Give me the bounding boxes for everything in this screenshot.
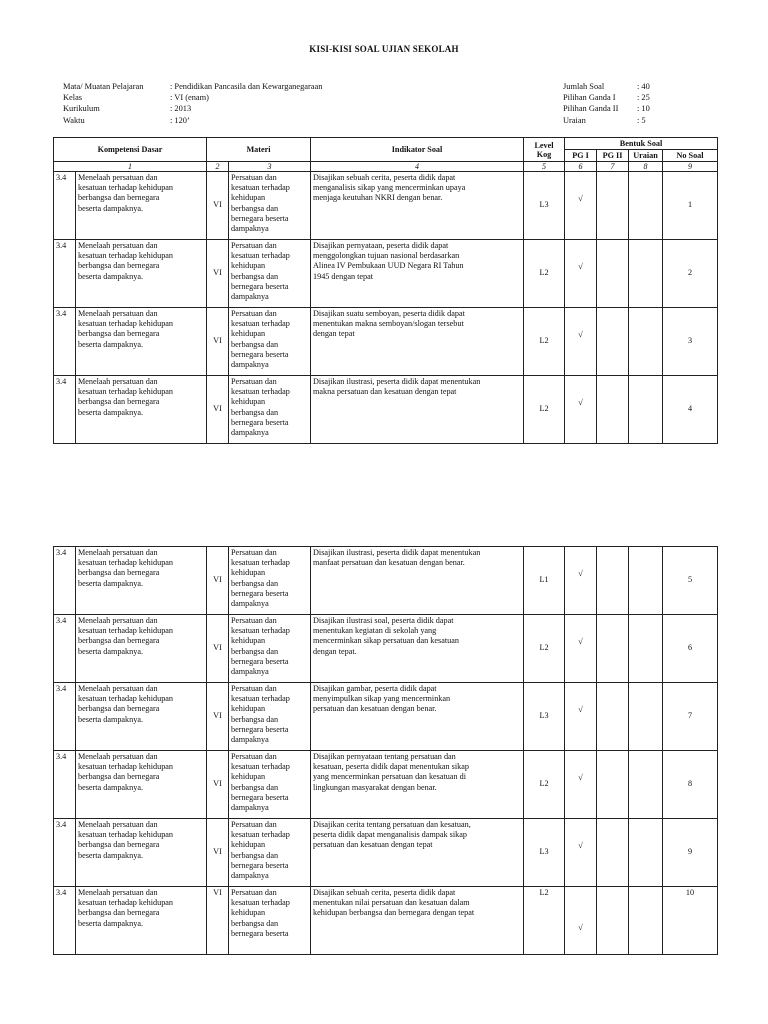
pg1-check-cell xyxy=(565,547,597,615)
cell-text-line: makna persatuan dan kesatuan dengan tepat xyxy=(313,387,457,397)
meta-label: Waktu xyxy=(63,115,85,125)
meta-row xyxy=(563,115,650,126)
level-cell: L2 xyxy=(524,240,565,308)
kelas-cell: VI xyxy=(207,172,229,240)
check-mark: √ xyxy=(578,773,583,783)
table-row xyxy=(54,615,718,683)
materi-cell xyxy=(229,240,311,308)
cell-text-line: Persatuan dan xyxy=(231,752,277,761)
kd-code: 3.4 xyxy=(54,615,76,683)
cell-text-line: berbangsa dan xyxy=(231,578,279,588)
check-mark: √ xyxy=(578,262,583,272)
no-soal-cell: 6 xyxy=(663,615,718,683)
meta-row xyxy=(563,103,650,114)
cell-text-line: kesatuan terhadap kehidupan xyxy=(78,898,174,908)
cell-text-line: beserta dampaknya. xyxy=(78,782,144,792)
meta-label: Pilihan Ganda I xyxy=(563,93,616,103)
cell-text-line: berbangsa dan xyxy=(231,646,279,656)
cell-text-line: dengan tepat xyxy=(313,329,355,339)
kd-code: 3.4 xyxy=(54,172,76,240)
pg1-check-cell xyxy=(565,615,597,683)
meta-value: : 120’ xyxy=(170,115,190,125)
pg2-cell xyxy=(597,887,629,955)
materi-cell xyxy=(229,751,311,819)
cell-text-line: Menelaah persatuan dan xyxy=(78,241,158,250)
meta-row xyxy=(63,103,322,114)
meta-row xyxy=(63,92,322,103)
cell-text-line: beserta dampaknya. xyxy=(78,339,144,349)
kelas-cell: VI xyxy=(207,240,229,308)
cell-text-line: beserta dampaknya. xyxy=(78,203,144,213)
check-mark: √ xyxy=(578,923,583,933)
cell-text-line: kesatuan terhadap xyxy=(231,387,290,397)
pg1-check-cell xyxy=(565,751,597,819)
kelas-cell: VI xyxy=(207,547,229,615)
kd-text xyxy=(76,376,207,444)
cell-text-line: Persatuan dan xyxy=(231,241,277,250)
cell-text-line: kehidupan xyxy=(231,908,266,918)
cell-text-line: berbangsa dan bernegara xyxy=(78,568,160,578)
header-uraian: Uraian xyxy=(629,150,663,162)
cell-text-line: berbangsa dan xyxy=(231,782,279,792)
cell-text-line: kehidupan xyxy=(231,329,266,339)
cell-text-line: dampaknya xyxy=(231,360,269,370)
pg2-cell xyxy=(597,376,629,444)
kelas-cell: VI xyxy=(207,683,229,751)
meta-value: : 40 xyxy=(637,82,650,91)
cell-text-line: kesatuan terhadap xyxy=(231,183,290,193)
no-soal-cell: 1 xyxy=(663,172,718,240)
check-mark: √ xyxy=(578,330,583,340)
cell-text-line: Persatuan dan xyxy=(231,548,277,557)
cell-text-line: Persatuan dan xyxy=(231,377,277,386)
meta-label: Jumlah Soal xyxy=(563,82,605,91)
cell-text-line: dampaknya xyxy=(231,803,269,813)
meta-value: : 10 xyxy=(637,104,650,114)
table-row xyxy=(54,887,718,955)
indikator-cell xyxy=(311,308,524,376)
level-cell: L2 xyxy=(524,308,565,376)
cell-text-line: bernegara beserta xyxy=(231,349,289,359)
uraian-cell xyxy=(629,547,663,615)
cell-text-line: berbangsa dan bernegara xyxy=(78,193,160,203)
kd-text xyxy=(76,547,207,615)
kd-code: 3.4 xyxy=(54,376,76,444)
kisi-kisi-table-top xyxy=(53,137,718,444)
pg2-cell xyxy=(597,547,629,615)
kd-text xyxy=(76,240,207,308)
cell-text-line: Persatuan dan xyxy=(231,616,277,625)
meta-row xyxy=(563,92,650,103)
uraian-cell xyxy=(629,615,663,683)
no-soal-cell: 8 xyxy=(663,751,718,819)
cell-text-line: kesatuan terhadap xyxy=(231,319,290,329)
cell-text-line: Disajikan ilustrasi soal, peserta didik dapat xyxy=(313,616,454,625)
cell-text-line: kesatuan, peserta didik dapat menentukan sikap xyxy=(313,762,469,772)
level-cell: L2 xyxy=(524,615,565,683)
pg1-check-cell xyxy=(565,240,597,308)
indikator-cell xyxy=(311,240,524,308)
level-cell: L2 xyxy=(524,887,565,955)
cell-text-line: Disajikan ilustrasi, peserta didik dapat menentukan xyxy=(313,548,481,557)
cell-text-line: berbangsa dan xyxy=(231,918,279,928)
kelas-cell: VI xyxy=(207,615,229,683)
materi-cell xyxy=(229,308,311,376)
check-mark: √ xyxy=(578,194,583,204)
indikator-cell xyxy=(311,887,524,955)
cell-text-line: dengan tepat. xyxy=(313,646,357,656)
cell-text-line: Menelaah persatuan dan xyxy=(78,377,158,386)
materi-cell xyxy=(229,547,311,615)
indikator-cell xyxy=(311,683,524,751)
cell-text-line: kesatuan terhadap kehidupan xyxy=(78,626,174,636)
cell-text-line: Persatuan dan xyxy=(231,684,277,693)
check-mark: √ xyxy=(578,569,583,579)
cell-text-line: Disajikan pernyataan, peserta didik dapat xyxy=(313,241,449,250)
check-mark: √ xyxy=(578,705,583,715)
kd-code: 3.4 xyxy=(54,887,76,955)
cell-text-line: kesatuan terhadap kehidupan xyxy=(78,558,174,568)
kd-text xyxy=(76,887,207,955)
column-number-row: 1 2 3 4 5 6 7 8 9 xyxy=(54,162,718,172)
pg1-check-cell xyxy=(565,308,597,376)
meta-label: Pilihan Ganda II xyxy=(563,104,619,114)
cell-text-line: kesatuan terhadap xyxy=(231,762,290,772)
cell-text-line: berbangsa dan bernegara xyxy=(78,772,160,782)
cell-text-line: kehidupan xyxy=(231,261,266,271)
kd-text xyxy=(76,615,207,683)
indikator-cell xyxy=(311,547,524,615)
meta-value: : 5 xyxy=(637,115,646,125)
materi-cell xyxy=(229,615,311,683)
cell-text-line: menyimpulkan sikap yang mencerminkan xyxy=(313,694,451,704)
cell-text-line: kesatuan terhadap kehidupan xyxy=(78,387,174,397)
cell-text-line: berbangsa dan xyxy=(231,850,279,860)
kd-code: 3.4 xyxy=(54,683,76,751)
cell-text-line: Disajikan sebuah cerita, peserta didik dapat xyxy=(313,888,456,897)
cell-text-line: dampaknya xyxy=(231,224,269,234)
kd-text xyxy=(76,308,207,376)
no-soal-cell: 2 xyxy=(663,240,718,308)
check-mark: √ xyxy=(578,637,583,647)
cell-text-line: bernegara beserta xyxy=(231,792,289,802)
cell-text-line: dampaknya xyxy=(231,871,269,881)
cell-text-line: Menelaah persatuan dan xyxy=(78,309,158,318)
cell-text-line: beserta dampaknya. xyxy=(78,646,144,656)
cell-text-line: dampaknya xyxy=(231,667,269,677)
cell-text-line: Persatuan dan xyxy=(231,888,277,897)
level-cell: L3 xyxy=(524,683,565,751)
cell-text-line: kesatuan terhadap kehidupan xyxy=(78,694,174,704)
cell-text-line: bernegara beserta xyxy=(231,656,289,666)
cell-text-line: kesatuan terhadap xyxy=(231,898,290,908)
cell-text-line: Disajikan gambar, peserta didik dapat xyxy=(313,684,437,693)
cell-text-line: kesatuan terhadap kehidupan xyxy=(78,183,174,193)
level-cell: L3 xyxy=(524,819,565,887)
meta-row xyxy=(563,81,650,92)
cell-text-line: kesatuan terhadap kehidupan xyxy=(78,762,174,772)
cell-text-line: menggolongkan tujuan nasional berdasarkan xyxy=(313,251,460,261)
cell-text-line: beserta dampaknya. xyxy=(78,850,144,860)
uraian-cell xyxy=(629,819,663,887)
header-level-kog: Level Kog xyxy=(524,138,565,162)
cell-text-line: yang mencerminkan persatuan dan kesatuan di xyxy=(313,772,467,782)
header-materi: Materi xyxy=(207,138,311,162)
cell-text-line: menentukan kegiatan di sekolah yang xyxy=(313,626,437,636)
kd-text xyxy=(76,819,207,887)
cell-text-line: kesatuan terhadap xyxy=(231,558,290,568)
cell-text-line: Menelaah persatuan dan xyxy=(78,684,158,693)
cell-text-line: beserta dampaknya. xyxy=(78,714,144,724)
cell-text-line: berbangsa dan bernegara xyxy=(78,397,160,407)
pg2-cell xyxy=(597,751,629,819)
uraian-cell xyxy=(629,376,663,444)
meta-value: : Pendidikan Pancasila dan Kewarganegaraan xyxy=(170,82,323,91)
cell-text-line: Disajikan sebuah cerita, peserta didik dapat xyxy=(313,173,456,182)
pg2-cell xyxy=(597,615,629,683)
cell-text-line: dampaknya xyxy=(231,735,269,745)
cell-text-line: dampaknya xyxy=(231,599,269,609)
pg1-check-cell xyxy=(565,683,597,751)
cell-text-line: kehidupan xyxy=(231,397,266,407)
table-row xyxy=(54,683,718,751)
cell-text-line: lingkungan masyarakat dengan benar. xyxy=(313,782,437,792)
cell-text-line: Disajikan pernyataan tentang persatuan dan xyxy=(313,752,456,761)
uraian-cell xyxy=(629,308,663,376)
kelas-cell: VI xyxy=(207,376,229,444)
kelas-cell: VI xyxy=(207,751,229,819)
cell-text-line: beserta dampaknya. xyxy=(78,918,144,928)
cell-text-line: berbangsa dan bernegara xyxy=(78,908,160,918)
cell-text-line: bernegara beserta xyxy=(231,860,289,870)
header-kompetensi-dasar: Kompetensi Dasar xyxy=(54,138,207,162)
cell-text-line: menentukan nilai persatuan dan kesatuan dalam xyxy=(313,898,470,908)
cell-text-line: Menelaah persatuan dan xyxy=(78,752,158,761)
table-row xyxy=(54,376,718,444)
cell-text-line: Menelaah persatuan dan xyxy=(78,820,158,829)
uraian-cell xyxy=(629,683,663,751)
cell-text-line: Persatuan dan xyxy=(231,173,277,182)
kd-code: 3.4 xyxy=(54,240,76,308)
no-soal-cell: 5 xyxy=(663,547,718,615)
kelas-cell: VI xyxy=(207,819,229,887)
pg2-cell xyxy=(597,240,629,308)
cell-text-line: mencerminkan sikap persatuan dan kesatuan xyxy=(313,636,459,646)
cell-text-line: Alinea IV Pembukaan UUD Negara RI Tahun xyxy=(313,261,464,271)
meta-value: : 2013 xyxy=(170,104,192,114)
pg1-check-cell xyxy=(565,172,597,240)
cell-text-line: berbangsa dan xyxy=(231,203,279,213)
header-no-soal: No Soal xyxy=(663,150,718,162)
cell-text-line: bernegara beserta xyxy=(231,213,289,223)
pg2-cell xyxy=(597,683,629,751)
cell-text-line: Menelaah persatuan dan xyxy=(78,548,158,557)
meta-value: : VI (enam) xyxy=(170,93,209,103)
indikator-cell xyxy=(311,172,524,240)
cell-text-line: kesatuan terhadap kehidupan xyxy=(78,319,174,329)
meta-label: Mata/ Muatan Pelajaran xyxy=(63,82,144,91)
materi-cell xyxy=(229,683,311,751)
table-row xyxy=(54,751,718,819)
check-mark: √ xyxy=(578,841,583,851)
indikator-cell xyxy=(311,376,524,444)
cell-text-line: berbangsa dan bernegara xyxy=(78,636,160,646)
pg1-check-cell xyxy=(565,376,597,444)
level-cell: L2 xyxy=(524,751,565,819)
no-soal-cell: 3 xyxy=(663,308,718,376)
cell-text-line: berbangsa dan xyxy=(231,339,279,349)
pg2-cell xyxy=(597,172,629,240)
no-soal-cell: 4 xyxy=(663,376,718,444)
pg1-check-cell xyxy=(565,887,597,955)
cell-text-line: Menelaah persatuan dan xyxy=(78,888,158,897)
indikator-cell xyxy=(311,751,524,819)
table-row xyxy=(54,172,718,240)
cell-text-line: dampaknya xyxy=(231,428,269,438)
cell-text-line: bernegara beserta xyxy=(231,417,289,427)
level-cell: L2 xyxy=(524,376,565,444)
cell-text-line: kesatuan terhadap kehidupan xyxy=(78,830,174,840)
cell-text-line: kesatuan terhadap xyxy=(231,830,290,840)
cell-text-line: kesatuan terhadap xyxy=(231,626,290,636)
cell-text-line: berbangsa dan bernegara xyxy=(78,261,160,271)
subject-info xyxy=(63,81,322,126)
cell-text-line: bernegara beserta xyxy=(231,281,289,291)
cell-text-line: kehidupan berbangsa dan bernegara dengan tepat xyxy=(313,908,475,918)
cell-text-line: kehidupan xyxy=(231,568,266,578)
cell-text-line: Disajikan suatu semboyan, peserta didik dapat xyxy=(313,309,465,318)
cell-text-line: Disajikan cerita tentang persatuan dan kesatuan, xyxy=(313,820,471,829)
table-row xyxy=(54,547,718,615)
uraian-cell xyxy=(629,751,663,819)
level-cell: L3 xyxy=(524,172,565,240)
level-cell: L1 xyxy=(524,547,565,615)
cell-text-line: beserta dampaknya. xyxy=(78,578,144,588)
meta-label: Kelas xyxy=(63,93,83,103)
indikator-cell xyxy=(311,615,524,683)
cell-text-line: beserta dampaknya. xyxy=(78,407,144,417)
cell-text-line: menjaga keutuhan NKRI dengan benar. xyxy=(313,193,443,203)
cell-text-line: beserta dampaknya. xyxy=(78,271,144,281)
cell-text-line: manfaat persatuan dan kesatuan dengan benar. xyxy=(313,558,465,568)
kd-code: 3.4 xyxy=(54,308,76,376)
cell-text-line: Persatuan dan xyxy=(231,820,277,829)
no-soal-cell: 7 xyxy=(663,683,718,751)
kd-code: 3.4 xyxy=(54,819,76,887)
cell-text-line: kehidupan xyxy=(231,193,266,203)
uraian-cell xyxy=(629,887,663,955)
cell-text-line: persatuan dan kesatuan dengan benar. xyxy=(313,704,437,714)
cell-text-line: berbangsa dan xyxy=(231,271,279,281)
kelas-cell: VI xyxy=(207,308,229,376)
meta-row xyxy=(63,115,322,126)
cell-text-line: kesatuan terhadap kehidupan xyxy=(78,251,174,261)
table-row xyxy=(54,308,718,376)
cell-text-line: kesatuan terhadap xyxy=(231,694,290,704)
cell-text-line: Menelaah persatuan dan xyxy=(78,173,158,182)
cell-text-line: Disajikan ilustrasi, peserta didik dapat menentukan xyxy=(313,377,481,386)
cell-text-line: bernegara beserta xyxy=(231,588,289,598)
header-bentuk-soal: Bentuk Soal xyxy=(565,138,718,150)
kd-text xyxy=(76,172,207,240)
kd-text xyxy=(76,683,207,751)
cell-text-line: berbangsa dan xyxy=(231,407,279,417)
cell-text-line: menentukan makna semboyan/slogan tersebut xyxy=(313,319,464,329)
kd-code: 3.4 xyxy=(54,751,76,819)
cell-text-line: kehidupan xyxy=(231,772,266,782)
cell-text-line: kehidupan xyxy=(231,840,266,850)
uraian-cell xyxy=(629,240,663,308)
materi-cell xyxy=(229,887,311,955)
pg1-check-cell xyxy=(565,819,597,887)
cell-text-line: Menelaah persatuan dan xyxy=(78,616,158,625)
meta-label: Uraian xyxy=(563,115,586,125)
cell-text-line: berbangsa dan bernegara xyxy=(78,840,160,850)
table-row xyxy=(54,240,718,308)
table-row xyxy=(54,819,718,887)
header-pg2: PG II xyxy=(597,150,629,162)
meta-label: Kurikulum xyxy=(63,104,100,114)
pg2-cell xyxy=(597,308,629,376)
cell-text-line: berbangsa dan bernegara xyxy=(78,329,160,339)
cell-text-line: Persatuan dan xyxy=(231,309,277,318)
uraian-cell xyxy=(629,172,663,240)
cell-text-line: kehidupan xyxy=(231,636,266,646)
cell-text-line: kesatuan terhadap xyxy=(231,251,290,261)
cell-text-line: kehidupan xyxy=(231,704,266,714)
materi-cell xyxy=(229,172,311,240)
cell-text-line: dampaknya xyxy=(231,292,269,302)
materi-cell xyxy=(229,376,311,444)
no-soal-cell: 10 xyxy=(663,887,718,955)
cell-text-line: bernegara beserta xyxy=(231,724,289,734)
indikator-cell xyxy=(311,819,524,887)
cell-text-line: berbangsa dan xyxy=(231,714,279,724)
kd-code: 3.4 xyxy=(54,547,76,615)
cell-text-line: persatuan dan kesatuan dengan tepat xyxy=(313,840,433,850)
kd-text xyxy=(76,751,207,819)
materi-cell xyxy=(229,819,311,887)
pg2-cell xyxy=(597,819,629,887)
meta-row xyxy=(63,81,322,92)
cell-text-line: menganalisis sikap yang mencerminkan upaya xyxy=(313,183,466,193)
document-title: KISI-KISI SOAL UJIAN SEKOLAH xyxy=(309,44,459,54)
cell-text-line: berbangsa dan bernegara xyxy=(78,704,160,714)
meta-value: : 25 xyxy=(637,93,650,103)
question-count-info xyxy=(563,81,650,126)
cell-text-line: bernegara beserta xyxy=(231,928,289,938)
kisi-kisi-table-bottom xyxy=(53,546,718,955)
header-pg1: PG I xyxy=(565,150,597,162)
kelas-cell: VI xyxy=(207,887,229,955)
cell-text-line: 1945 dengan tepat xyxy=(313,271,374,281)
no-soal-cell: 9 xyxy=(663,819,718,887)
header-indikator-soal: Indikator Soal xyxy=(311,138,524,162)
check-mark: √ xyxy=(578,398,583,408)
cell-text-line: peserta didik dapat menganalisis dampak sikap xyxy=(313,830,467,840)
